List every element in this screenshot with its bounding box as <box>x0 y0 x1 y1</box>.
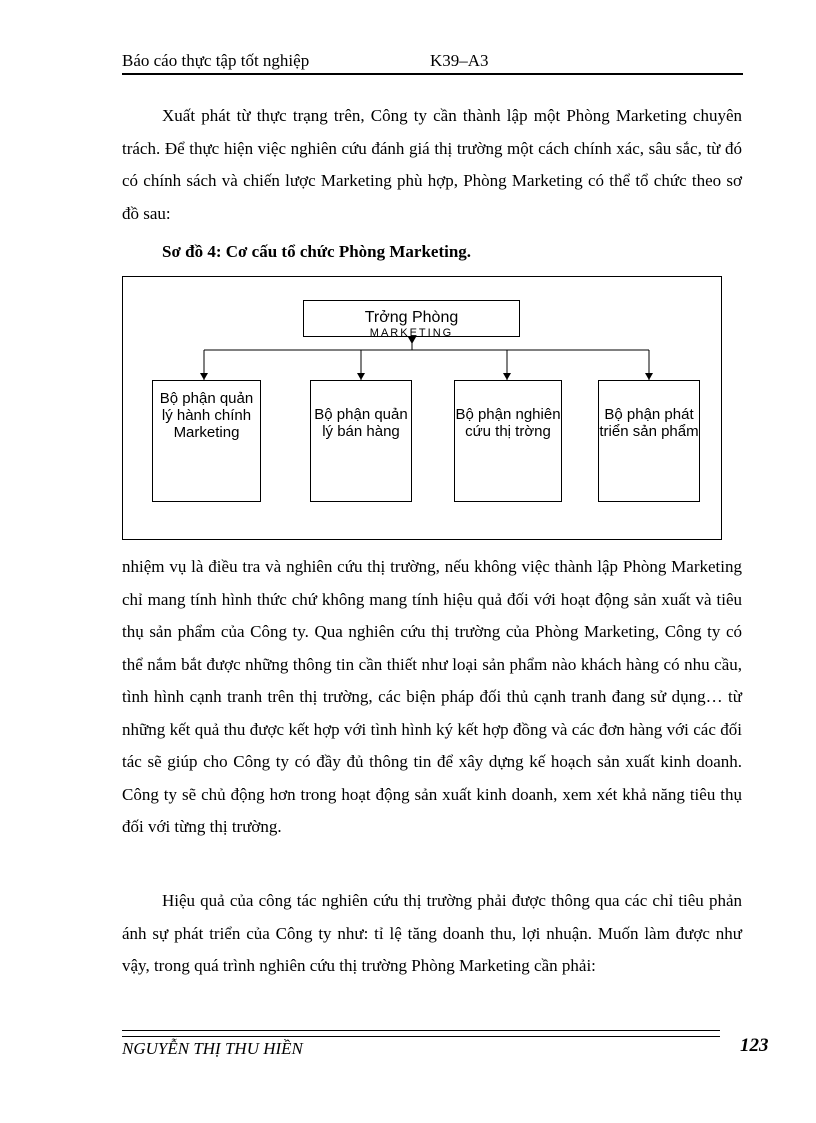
dept-box-research: Bộ phận nghiên cứu thị trờng <box>454 380 562 502</box>
header-title: Báo cáo thực tập tốt nghiệp <box>122 51 310 70</box>
arrow-dept-2 <box>357 373 365 380</box>
arrow-dept-1 <box>200 373 208 380</box>
paragraph-body: nhiệm vụ là điều tra và nghiên cứu thị trường, nếu không việc thành lập Phòng Marketing chỉ mang tính hình thức chứ không mang tính hiệu quả đối với hoạt động sản xuất và tiêu thụ sản phẩm của Công ty. Qua nghiên cứu thị trường của Phòng Marketing, Công ty có thể nắm bắt được những thông tin cần thiết như loại sản phẩm nào khách hàng có nhu cầu, tình hình cạnh tranh trên thị trường, các biện pháp đối thủ cạnh tranh đang sử dụng… từ những kết quả thu được kết hợp với tình hình ký kết hợp đồng và các đơn hàng với các đối tác sẽ giúp cho Công ty có đầy đủ thông tin để xây dựng kế hoạch sản xuất kinh doanh. Công ty sẽ chủ động hơn trong hoạt động sản xuất kinh doanh, xem xét khả năng tiêu thụ đối với từng thị trường. <box>122 557 742 836</box>
arrow-dept-4 <box>645 373 653 380</box>
dept-box-product: Bộ phận phát triển sản phẩm <box>598 380 700 502</box>
arrow-head <box>408 337 416 344</box>
paragraph-efficiency: Hiệu quả của công tác nghiên cứu thị trường phải được thông qua các chỉ tiêu phản ánh sự phát triển của Công ty như: tỉ lệ tăng doanh thu, lợi nhuận. Muốn làm được như vậy, trong quá trình nghiên cứu thị trường Phòng Marketing cần phải: <box>122 891 742 975</box>
head-box-title: Trởng Phòng <box>364 309 459 326</box>
dept-box-admin: Bộ phận quản lý hành chính Marketing <box>152 380 261 502</box>
footer-author: NGUYỄN THỊ THU HIỀN <box>122 1039 303 1058</box>
header-class-code: K39–A3 <box>430 51 489 70</box>
paragraph-intro: Xuất phát từ thực trạng trên, Công ty cần thành lập một Phòng Marketing chuyên trách. Để thực hiện việc nghiên cứu đánh giá thị trường một cách chính xác, sâu sắc, từ đó có chính sách và chiến lược Marketing phù hợp, Phòng Marketing có thể tổ chức theo sơ đồ sau: <box>122 106 742 223</box>
org-chart <box>122 276 722 540</box>
dept-box-sales: Bộ phận quản lý bán hàng <box>310 380 412 502</box>
arrow-dept-3 <box>503 373 511 380</box>
head-box <box>303 300 520 337</box>
page-header <box>122 49 743 75</box>
head-box-subtitle: MARKETING <box>369 327 454 337</box>
diagram-caption: Sơ đồ 4: Cơ cấu tổ chức Phòng Marketing. <box>162 242 472 261</box>
footer-rule <box>122 1030 720 1037</box>
page-number: 123 <box>740 1035 769 1056</box>
